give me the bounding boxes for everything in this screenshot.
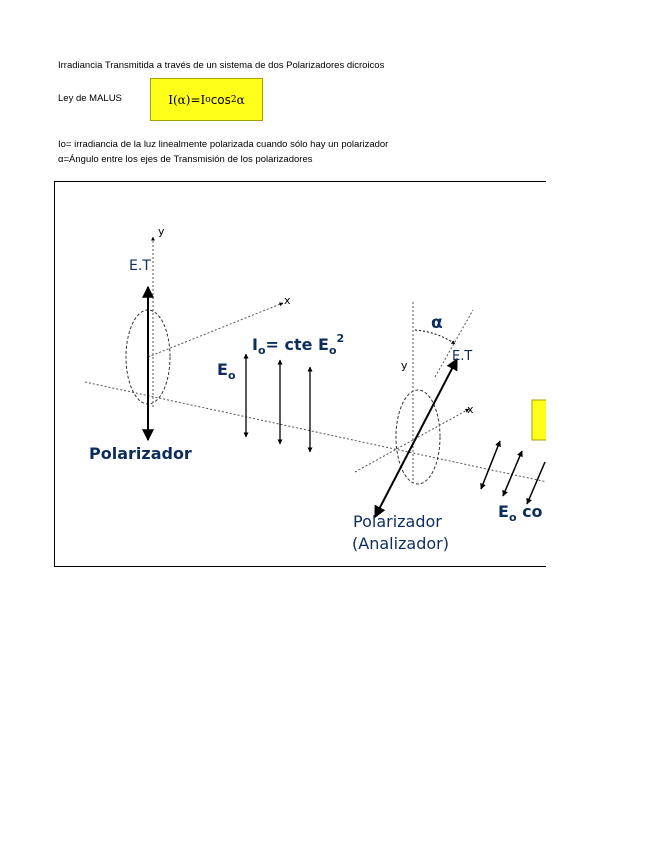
malus-formula-box: [150, 78, 263, 121]
definition-io: Io= irradiancia de la luz linealmente polarizada cuando sólo hay un polarizador: [58, 139, 389, 150]
polarizer2-transmission-axis: [375, 359, 457, 517]
axis-y1-label: y: [158, 225, 165, 238]
io-equation: $I_o=$ cte $E_o^2$: [252, 332, 345, 357]
et2-label: E.T: [452, 349, 473, 364]
polarizador1-label: Polarizador: [89, 444, 192, 463]
et1-label: E.T: [129, 258, 151, 274]
definition-alpha: α=Ángulo entre los ejes de Transmisión de los polarizadores: [58, 154, 313, 165]
formula-lhs: I(α)=I: [168, 92, 206, 107]
ley-malus-label: Ley de MALUS: [58, 93, 122, 104]
formula-sup: 2: [230, 94, 237, 105]
polarizer2-x-axis: [355, 409, 469, 472]
axis-y2-label: y: [401, 359, 408, 372]
polarizer-diagram: [54, 181, 546, 567]
formula-sub: o: [205, 94, 211, 105]
eo-label: $E_o$: [217, 360, 236, 382]
formula-cos: cos: [210, 92, 231, 107]
axis-x1-label: x: [284, 294, 291, 307]
transmitted-vector-1: [481, 441, 500, 489]
polarizador2-label-line1: Polarizador: [353, 512, 442, 531]
alpha-label: α: [431, 313, 443, 333]
axis-x2-label: x: [467, 403, 474, 416]
page-title: Irradiancia Transmitida a través de un sistema de dos Polarizadores dicroicos: [58, 60, 385, 71]
partial-highlight-box: [532, 400, 546, 440]
formula-alpha: α: [236, 92, 245, 107]
transmitted-vector-2: [503, 451, 522, 496]
eo-cos-label: $E_o$ co: [498, 502, 543, 524]
transmitted-vector-3: [527, 462, 545, 504]
polarizador2-label-line2: (Analizador): [352, 534, 449, 553]
propagation-axis: [85, 382, 546, 482]
